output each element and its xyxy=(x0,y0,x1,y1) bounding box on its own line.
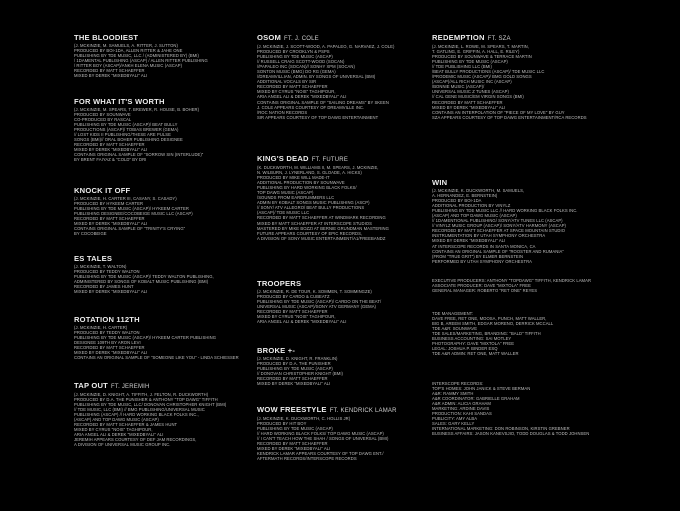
credit-line: BUSINESS ACCOUNTING: SAI MOTLEY xyxy=(432,336,512,342)
credit-line: PHOTOGRAPHY: DAVE "MIXTOLA" FREE xyxy=(432,341,515,347)
credit-line: A&R COORDINATOR: GABRIELLE GRAHAM xyxy=(432,396,520,402)
credit-line: JEREMIH APPEARS COURTESY OF DEF JAM RECORDINGS, xyxy=(74,437,197,443)
credit-line: (J. MCKINZIE, M. SPEARS, T. BREWER, R. HOUSE, B. BOHER) xyxy=(74,107,200,112)
credit-line: (K. DUCKWORTH, M. WILLIAMS II, M. SPEARS, J. MCKINZIE, xyxy=(257,165,379,170)
credit-line: ADMIN BY KOBALT SONGS MUSIC PUBLISHING (ASCP) xyxy=(257,200,370,206)
credit-line: UNIVERSAL MUSIC (ASCAP)/SONY ATV GERMANY (GEMA) xyxy=(257,304,376,310)
credit-line: (J. MCKINZIE, K. DUCKWORTH, M. SAMUELS, xyxy=(432,188,525,193)
credit-line: CONTAINS AN INTERPOLATION OF "PIECE OF MY LOVE" BY GUY xyxy=(432,109,565,115)
credit-line: PRODUCED BY SOUNWAVE & TERRACE MARTIN xyxy=(432,54,532,60)
credit-line: MIXED BY DEREK "MIXEDBYALI" ALI xyxy=(74,289,148,295)
credit-line: TDE SALES/MARKETING, BRANDING: "BALD" TIFFITH xyxy=(432,331,541,337)
credit-line: (ASCAP) AND TOP DAWG MUSIC (ASCAP) xyxy=(432,213,517,219)
credit-line: CONTAINS AN ORIGINAL SAMPLE OF "SOMEONE LIKE YOU" - LINDA SCHIESSER xyxy=(74,355,239,361)
credit-line: PUBLISHING BY TDE MUSIC (ASCAP) xyxy=(257,366,333,372)
credit-line: /PRODEMIC MUSIC (ASCAP)/ BMG GOLD SONGS xyxy=(432,74,532,80)
credit-line: GENERAL MANAGER: ROBERTO "RET ONE" REYES xyxy=(432,288,538,294)
credit-line: KENDRICK LAMAR APPEARS COURTESY OF TOP DAWG ENT./ xyxy=(257,451,384,457)
credit-line: INTERNATIONAL MARKETING: DON ROBINSON, KIRSTIN GREBNER xyxy=(432,426,570,432)
credit-line: LEGAL: JOSHUA P. BINDER ESQ xyxy=(432,346,498,352)
credit-line: RECORDED BY MATT SCHAEFFER AT WINDMARK RECORDING xyxy=(257,215,386,221)
credit-line: RECORDED BY MATT SCHAEFFER xyxy=(74,345,145,351)
credit-line: RECORDED BY MATT SCHAEFFER xyxy=(257,441,328,447)
song-title-text: TROOPERS xyxy=(257,279,302,288)
credit-line: PUBLISHING BY TDE MUSIC LLC // HARD WORKING BLACK FOLKS INC. xyxy=(432,208,578,214)
featured-artist: FT. SZA xyxy=(487,36,511,42)
credit-line: (J. MCKINZIE, H. CARTER III, CASANY, S. CASADY) xyxy=(74,196,177,201)
credit-entry xyxy=(432,33,597,120)
song-title xyxy=(74,97,244,107)
credit-line: A&R ADMIN: ALICIA GRAHAM xyxy=(432,401,491,407)
credit-entry xyxy=(74,33,244,78)
song-title xyxy=(74,381,244,392)
credit-entry xyxy=(257,405,419,461)
credit-line: ADDITIONAL PRODUCTION BY VINYLZ xyxy=(432,203,511,209)
credit-line: DAVE FREE, RET ONE, MOOSA, PUNCH, MATT WALLER, xyxy=(432,316,547,322)
credit-line: PUBLISHING BY TDE MUSIC, LLC/ DONOVAN CHRISTOPHER KNIGHT (BMI) xyxy=(74,402,227,408)
credit-line: // LOST KIDS II PUBLISHING/THESE ARE PULSE xyxy=(74,132,171,138)
song-title-text: TAP OUT xyxy=(74,381,109,390)
credit-line: CONTAINS AN ORIGINAL SAMPLE OF "ROOSTER AND RUMANIA" xyxy=(432,248,564,254)
credit-line: RECORDED BY MATT SCHAEFFER xyxy=(432,99,503,105)
credit-line: SIR APPEARS COURTESY OF TOP DAWG ENTERTAINMENT xyxy=(257,114,379,120)
credit-line: INSTRUMENTATION BY UTAH SYMPHONY ORCHESTRA xyxy=(432,233,546,239)
credit-line: SZA APPEARS COURTESY OF TOP DAWG ENTERTAINMENT/RCA RECORDS xyxy=(432,114,587,120)
credit-line: (J. MCKINZIE, R. DE TOUR, K. SOMMEN, T. SOMMINGZE) xyxy=(257,289,372,294)
featured-artist: FT. FUTURE xyxy=(311,157,349,163)
credit-line: CO-PRODUCED BY RASCAL xyxy=(74,117,132,123)
song-title xyxy=(74,254,244,264)
credit-line: MIXED BY DEREK "MIXEDBYALI" ALI xyxy=(74,221,148,227)
credit-line: AFTERMATH RECORDS/INTERSCOPE RECORDS xyxy=(257,456,357,462)
song-title xyxy=(257,33,419,44)
credit-line: PUBLICITY: AMY ALBA xyxy=(432,416,478,422)
credit-line: (ASCAP) AND TOP DAWG MUSIC (ASCAP) xyxy=(74,417,159,423)
credit-line: RECORDED BY MATT SCHAEFFER xyxy=(257,309,328,315)
credit-line: PUBLISHING BY TDE MUSIC (ASCAP)/ BEAT BULLY xyxy=(74,122,178,128)
credit-line: (J. MCKINZIE, D. KNIGHT, A. TIFFITH, J. FELTON, R. DUCKWORTH) xyxy=(74,392,209,397)
credit-line: BY COCOBEIGE xyxy=(74,231,107,237)
credit-line: RECORDED BY MATT SCHAEFFER & JAMES HUNT xyxy=(74,422,178,428)
credit-line: MASTERED BY MIKE BOZZI AT BERNIE GRUNDMAN MASTERING xyxy=(257,225,389,231)
credit-line: PUBLISHING BY TDE MUSIC (ASCAP) xyxy=(257,426,333,432)
credit-line: (ASCAP)/ALL RICH MUSIC INC (ASCAP) xyxy=(432,79,512,85)
credit-entry xyxy=(74,186,244,236)
credit-entry xyxy=(257,346,419,386)
credit-line: ADDITIONAL VOCALS BY SIR xyxy=(257,79,317,85)
credit-line: /ROC NATION RECORDS xyxy=(257,109,308,115)
credit-line: // DONOVAN CHRISTOPHER KNIGHT (BMI) xyxy=(257,371,343,377)
credit-line: (J. MCKINZIE, H. CARTER) xyxy=(74,325,128,330)
credit-line: T. GATLING, E. GRIFFIN, A. HALL, E. RILEY) xyxy=(432,49,520,55)
credit-line: TDE A&R: SOUNWAVE xyxy=(432,326,478,332)
credit-line: (FROM "TRUE GRIT") BY ELMER BERNSTEIN xyxy=(432,253,524,259)
credit-line: MIXED BY DEREK "MIXEDBYALI" ALI xyxy=(74,147,148,153)
credit-line: RECORDED BY JAMES HUNT xyxy=(74,284,134,290)
credit-line: PRODUCTIONS (ASCAP)/ TOBIAS BREWER (GEMA) xyxy=(74,127,179,133)
credit-line: // VINYLZ MUSIC GROUP (ASCAP)/ SONY/ATV HARMONY (ASCAP) xyxy=(432,223,566,229)
featured-artist: FT. J. COLE xyxy=(284,36,319,42)
credit-entry xyxy=(257,279,419,324)
credit-line: PRODUCTION: KAHI SANDAS xyxy=(432,411,492,417)
credit-line: UNIVERSAL MUSIC Z TUNES (ASCAP) xyxy=(432,89,509,95)
credit-line: // I CAN'T TEACH HOW THE SHAH / SONGS OF UNIVERSAL (BMI) xyxy=(257,436,389,442)
credit-line: PUBLISHING BY TDE MUSIC (ASCAP)/ TEDDY WALTON PUBLISHING, xyxy=(74,274,214,280)
credits-column-3 xyxy=(432,0,597,511)
credit-line: PERFORMED BY UTAH SYMPHONY ORCHESTRA xyxy=(432,258,532,264)
credit-line: ADDITIONAL PRODUCTION BY SOUNWAVE xyxy=(257,180,345,186)
song-title-text: WOW FREESTYLE xyxy=(257,405,327,414)
credit-line: PUBLISHING (ASCAP) // HARD WORKING BLACK FOLKS INC., xyxy=(74,412,199,418)
credit-line: MIXED BY CYRUS "NOIS" TAGHIPOUR, xyxy=(74,427,153,433)
credit-line: BUSINESS AFFAIRS: JASON KANEVSJIO, TODD DOUGLAS & TODD JOHNSEN xyxy=(432,431,590,437)
credit-line: PRODUCED BY CROOKLYN & PSPS xyxy=(257,49,330,55)
credit-line: N. WILBURN, J. LYNERLAND, S. GLOADE, A. HICKS) xyxy=(257,170,362,176)
credit-line: CONTAINS ORIGINAL SAMPLE OF "TRINITY'S CRYING" xyxy=(74,226,186,232)
credit-line: // CAL GENE MUSIC/EM VIRGIN SONGS (BMI) xyxy=(432,94,524,100)
song-title-text: FOR WHAT IT'S WORTH xyxy=(74,97,165,106)
credit-line: MIXED BY DEREK "MIXEDBYALI" ALI xyxy=(257,446,331,452)
credit-line: PUBLISHING BY HARD WORKING BLACK FOLKS/ xyxy=(257,185,357,191)
credit-line: MIXED BY CYRUS "NOIS" TAGHIPOUR, xyxy=(257,89,336,95)
credit-line: // RUSSELL CRAIG SCOTT-WOOD (SOCAN) xyxy=(257,59,345,65)
credit-entry xyxy=(74,315,244,360)
song-title-text: ROTATION 112TH xyxy=(74,315,140,324)
credit-line: PRODUCED BY D.A. THE PUNISHER & ANTHONY "TOP DAWG" TIFFITH xyxy=(74,397,218,403)
credit-line: ARIA ANGEL ALI & DEREK "MIXEDBYALI" ALI xyxy=(257,319,347,325)
credit-line: A DIVISION OF UNIVERSAL MUSIC GROUP INC. xyxy=(74,442,171,448)
credit-line: MIXED BY DEREK "MIXEDBYALI" ALI xyxy=(74,350,148,356)
credit-line: EXECUTIVE PRODUCERS: ANTHONY "TOPDAWG" TIFFITH, KENDRICK LAMAR xyxy=(432,278,592,283)
credit-line: /BEAT BULLY PRODUCTIONS (ASCAP)/ TDE MUSIC LLC xyxy=(432,69,545,75)
credit-line: J. COLE APPEARS COURTESY OF DREAMVILLE INC. xyxy=(257,104,365,110)
credit-line: CONTAINS ORIGINAL SAMPLE OF "SORROW SIN (INTERLUDE)" xyxy=(74,152,204,158)
credit-entry xyxy=(432,381,597,437)
credit-line: PRODUCED BY BOI-1DA xyxy=(432,198,482,204)
featured-artist: FT. JEREMIH xyxy=(111,384,150,390)
credits-column-1 xyxy=(74,0,244,511)
credit-line: BIG B, AREEM SMITH, EDGAR MORENO, DERRICK MCCALL xyxy=(432,321,554,327)
credit-line: (J. MCKINZIE, J. SCOTT-WOOD, A. PAPALEO, G. NARVAEZ, J. COLE) xyxy=(257,44,395,49)
song-title xyxy=(257,154,419,165)
credit-line: SONTON MUSIC (BMG) DO RG (GEMA) xyxy=(257,69,336,75)
credit-line: RECORDED BY MATT SCHAEFFER xyxy=(74,68,145,74)
featured-artist: FT. KENDRICK LAMAR xyxy=(329,408,397,414)
credit-line: TDE MANAGEMENT: xyxy=(432,311,473,316)
credit-line: PRODUCED BY TEDDY WALTON xyxy=(74,269,140,275)
credit-line: (ASCAP)/ TDE MUSIC LLC xyxy=(257,210,310,216)
credit-line: PUBLISHING BY TDE MUSIC (ASCAP) xyxy=(432,59,508,65)
credit-line: PUBLISHING DESIGNEE/COCOBEIGE MUSIC LLC (ASCAP) xyxy=(74,211,193,217)
song-title-text: OSOM xyxy=(257,33,282,42)
song-title-text: WIN xyxy=(432,178,448,187)
song-title-text: KNOCK IT OFF xyxy=(74,186,131,195)
credits-column-2 xyxy=(257,0,419,511)
credit-line: FUTURE APPEARS COURTESY OF EPIC RECORDS, xyxy=(257,230,363,236)
credit-line: (J. MCKINZIE, M. SAMUELS, A. RITTER, J. SUTTON) xyxy=(74,43,178,48)
credit-line: PUBLISHING BY TDE MUSIC (ASCAP) xyxy=(257,54,333,60)
song-title xyxy=(257,405,419,416)
credit-line: MIXED BY DEREK "MIXEDBYALI" ALI xyxy=(432,104,506,110)
credit-line: PRODUCED BY TEDDY WALTON xyxy=(74,330,140,336)
song-title xyxy=(74,315,244,325)
song-title-text: REDEMPTION xyxy=(432,33,485,42)
credit-line: RECORDED BY MATT SCHAEFFER xyxy=(257,84,328,90)
credit-line: SONGS (BMI)// ORAL BOHER PUBLISHING DESIGNEE xyxy=(74,137,183,143)
credit-line: ARIA ANGEL ALI & DEREK "MIXEDBYALI" ALI xyxy=(257,94,347,100)
credit-line: MIXED BY DEREK "MIXEDBYALI" ALI xyxy=(432,238,506,244)
credit-line: ARIA ANGEL ALI & DEREK "MIXEDBYALI" ALI xyxy=(74,432,164,438)
credit-line: /BONNIE MUSIC (ASCAP)/ xyxy=(432,84,485,90)
credit-entry xyxy=(74,381,244,448)
song-title-text: ES TALES xyxy=(74,254,113,263)
song-title xyxy=(74,186,244,196)
credit-line: PRODUCED BY HYKEEM CARTER xyxy=(74,201,144,207)
credit-line: A&R: RAMMY SMITH xyxy=(432,391,474,397)
credit-line: PUBLISHING BY TDE MUSIC (ASCAP)/ HYKEEM CARTER PUBLISHING xyxy=(74,335,216,341)
credit-line: (J. MCKINZIE, T. WALTON) xyxy=(74,264,127,269)
credit-line: // HARD WORKING BLACK FOLKS/ TOP DAWG MUSIC (ASCAP) xyxy=(257,431,384,437)
credit-entry xyxy=(257,33,419,120)
credit-entry xyxy=(257,154,419,241)
song-title-text: THE BLOODIEST xyxy=(74,33,139,42)
credit-line: MIXED BY MATT SCHAEFFER AT INTERSCOPE STUDIOS xyxy=(257,220,372,226)
credit-line: PRODUCED BY SOUNWAVE xyxy=(74,112,131,118)
credit-line: // TDE MUSIC, LLC (BMI) // BMG PUBLISHING/UNIVERSAL MUSIC xyxy=(74,407,205,413)
credit-line: PUBLISHING BY TDE MUSIC, LLC / (ADMINISTERED BY) (BMI) xyxy=(74,53,199,59)
credit-line: TOP DAWG MUSIC (ASCAP) xyxy=(257,190,314,196)
song-title xyxy=(432,178,597,188)
song-title-text: KING'S DEAD xyxy=(257,154,309,163)
credit-line: // SONY/ ATV ALLEGRO/ BEAT BULLY PRODUCTIONS xyxy=(257,205,365,211)
credit-entry xyxy=(432,278,597,293)
credit-line: RECORDED BY MATT SCHAEFFER xyxy=(74,142,145,148)
credit-line: ADMINISTERED BY SONGS OF KOBALT MUSIC PUBLISHING (BMI) xyxy=(74,279,209,285)
credit-entry xyxy=(432,311,597,356)
credit-line: RECORDED BY MATT SCHAEFFER AT SPACE MOUNTAIN STUDIO xyxy=(432,228,565,234)
credit-line: //DREAMVILLIAN, ADMIN. BY SONGS OF UNIVERSAL (BMI) xyxy=(257,74,376,80)
song-title xyxy=(257,279,419,289)
credit-line: /SOUNDS FROM EARDRUMMERS LLC xyxy=(257,195,335,201)
credit-line: TOP'S HOMES: JOHN JANICK & STEVE BERMAN xyxy=(432,386,531,392)
credit-line: PRODUCED BY BOI-1DA, ALLEN RITTER & JAHE ONE xyxy=(74,48,183,54)
credit-line: (J. MCKINZIE, K. DUCKWORTH, C. HOLLIS JR) xyxy=(257,416,351,421)
song-title xyxy=(432,33,597,44)
credit-line: //PAPALEO INC (SOCAN)// SONHY XPM (SOCAN) xyxy=(257,64,355,70)
credit-line: PRODUCED BY CARDO & CUBEATZ xyxy=(257,294,330,300)
credit-line: TDE A&R ADMIN: RET ONE, MATT WALLER xyxy=(432,351,519,357)
credit-line: MARKETING: ARDINE DAVIS xyxy=(432,406,490,412)
credit-line: MIXED BY DEREK "MIXEDBYALI" ALI xyxy=(74,73,148,79)
credit-line: AT INTERSCOPE RECORDS IN SANTA MONICA, CA xyxy=(432,243,536,249)
credit-line: PUBLISHING BY TDE MUSIC (ASCAP)/ CARDO ON THE BEAT/ xyxy=(257,299,382,305)
credit-line: // 1DAMENTIONAL PUBLISHING/ SONY/ATV TUNES LLC (ASCAP) xyxy=(432,218,563,224)
credit-line: A DIVISION OF SONY MUSIC ENTERTAINMENT/A1/FREEBANDZ xyxy=(257,235,386,241)
credit-line: DESIGNEE 109TH BY ARON LEVI xyxy=(74,340,141,346)
credit-line: PUBLISHING BY TDE MUSIC (ASCAP)/ HYKEEM CARTER xyxy=(74,206,189,212)
credit-line: MIXED BY DEREK "MIXEDBYALI" ALI xyxy=(257,381,331,387)
credit-line: CONTAINS ORIGINAL SAMPLE OF "SAILING DREAMS" BY SKEEN xyxy=(257,99,389,105)
credit-line: // TDE PUBLISHING LLC (BMI) xyxy=(432,64,492,70)
song-title-text: BROKE +- xyxy=(257,346,296,355)
credit-entry xyxy=(74,97,244,163)
credit-line: / 1DAMENTAL PUBLISHING (ASCAP) / ALLEN RITTER PUBLISHING xyxy=(74,58,208,64)
credit-entry xyxy=(74,254,244,294)
credit-line: RECORDED BY MATT SCHAEFFER xyxy=(74,216,145,222)
credit-line: ASSOCIATE PRODUCER: DAVE "MIXTOLA" FREE xyxy=(432,283,531,289)
credit-line: BY BRENT FAIYAZ & "COLD" BY DRI xyxy=(74,157,147,163)
credit-line: PRODUCED BY HIT BOY xyxy=(257,421,307,427)
credit-line: A. HERNANDEZ, E. BERNSTEIN) xyxy=(432,193,498,199)
credit-line: PRODUCED BY D.A. THE PUNISHER xyxy=(257,361,331,367)
credit-line: PRODUCED BY MIKE WILL MADE-IT xyxy=(257,175,330,181)
credit-entry xyxy=(432,178,597,264)
credit-line: (J. MCKINZIE, L. ROWE, M. SPEARS, T. MARTIN, xyxy=(432,44,529,49)
song-title xyxy=(74,33,244,43)
credit-line: (J. MCKINZIE, D. KNIGHT, R. FRANKLIN) xyxy=(257,356,338,361)
credit-line: SALES: GARY KELLY xyxy=(432,421,475,427)
credit-line: / RITTER BOY (ASCAP)/ANKH ELENA MUSIC (ASCAP) xyxy=(74,63,183,69)
credit-line: MIXED BY CYRUS "NOIS" TAGHIPOUR, xyxy=(257,314,336,320)
song-title xyxy=(257,346,419,356)
credit-line: INTERSCOPE RECORDS: xyxy=(432,381,484,386)
credit-line: RECORDED BY MATT SCHAEFFER xyxy=(257,376,328,382)
